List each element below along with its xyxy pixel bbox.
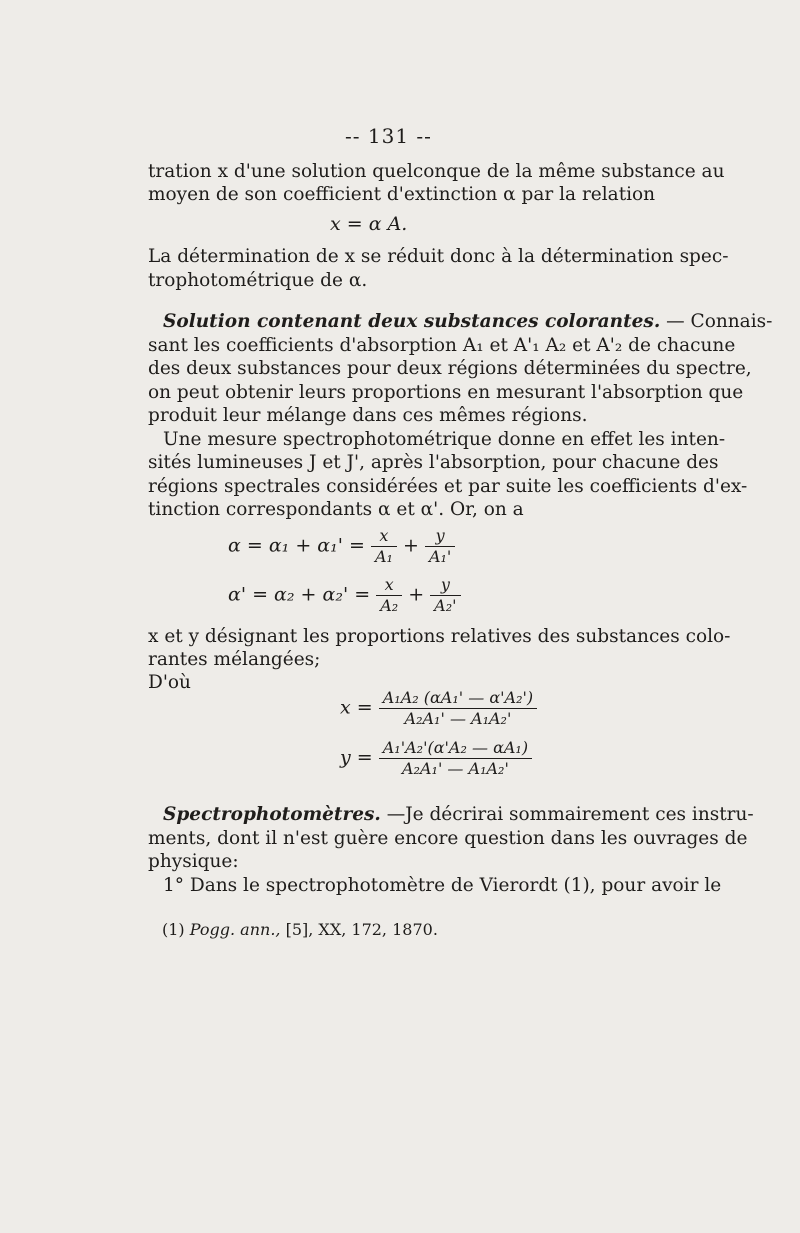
fraction-denominator: A₁': [425, 546, 455, 567]
equation-lhs: α' = α₂ + α₂' =: [228, 583, 371, 606]
equation-alpha-prime: [228, 575, 461, 616]
paragraph-line: [163, 803, 754, 827]
paragraph-line: moyen de son coefficient d'extinction α par la relation: [148, 184, 656, 205]
fraction: [371, 526, 397, 567]
fraction-denominator: A₁: [371, 546, 397, 567]
section-heading: Solution contenant deux substances colorantes.: [163, 311, 661, 332]
fraction-denominator: A₂A₁' — A₁A₂': [379, 758, 532, 779]
fraction-numerator: x: [384, 575, 394, 594]
heading-continuation: —Je décrirai sommairement ces instru-: [380, 804, 754, 825]
fraction-numerator: y: [435, 526, 445, 545]
fraction-numerator: y: [440, 575, 450, 594]
paragraph-line: physique:: [148, 851, 239, 872]
paragraph-line: sant les coefficients d'absorption A₁ et A'₁ A₂ et A'₂ de chacune: [148, 335, 736, 356]
footnote-source: Pogg. ann.,: [189, 920, 281, 939]
paragraph-line: [163, 310, 772, 334]
paragraph-line: régions spectrales considérées et par suite les coefficients d'ex-: [148, 476, 748, 497]
paragraph-line: produit leur mélange dans ces mêmes régions.: [148, 405, 588, 426]
paragraph-line: 1° Dans le spectrophotomètre de Vierordt (1), pour avoir le: [163, 875, 722, 896]
fraction-denominator: A₂A₁' — A₁A₂': [379, 708, 537, 729]
plus-sign: +: [408, 583, 425, 606]
footnote-marker: (1): [162, 920, 185, 939]
paragraph-line: tinction correspondants α et α'. Or, on a: [148, 499, 524, 520]
paragraph-line: sités lumineuses J et J', après l'absorption, pour chacune des: [148, 452, 719, 473]
paragraph-line: rantes mélangées;: [148, 649, 321, 670]
paragraph-line: La détermination de x se réduit donc à la détermination spec-: [148, 246, 729, 267]
paragraph-line: tration x d'une solution quelconque de la même substance au: [148, 161, 725, 182]
section-heading: Spectrophotomètres.: [163, 804, 381, 825]
page-number: -- 131 --: [345, 124, 432, 148]
equation-lhs: x =: [340, 696, 373, 719]
fraction: [379, 738, 532, 779]
fraction: [379, 688, 537, 729]
paragraph-line: Une mesure spectrophotométrique donne en effet les inten-: [163, 429, 726, 450]
equation-alpha: [228, 526, 455, 567]
equation-x-alpha-a: x = α A.: [330, 213, 408, 235]
equation-lhs: y =: [340, 746, 373, 769]
fraction-numerator: A₁'A₂'(α'A₂ — αA₁): [382, 738, 529, 757]
paragraph-line: on peut obtenir leurs proportions en mesurant l'absorption que: [148, 382, 744, 403]
equation-lhs: α = α₁ + α₁' =: [228, 534, 365, 557]
paragraph-line: ments, dont il n'est guère encore question dans les ouvrages de: [148, 828, 748, 849]
fraction-numerator: x: [379, 526, 389, 545]
equation-y-solution: [340, 738, 532, 779]
fraction: [425, 526, 455, 567]
fraction-denominator: A₂: [376, 595, 402, 616]
equation-x-solution: [340, 688, 537, 729]
fraction: [430, 575, 460, 616]
fraction: [376, 575, 402, 616]
paragraph-line: des deux substances pour deux régions déterminées du spectre,: [148, 358, 752, 379]
heading-continuation: — Connais-: [660, 311, 773, 332]
paragraph-line: x et y désignant les proportions relatives des substances colo-: [148, 626, 731, 647]
footnote: [162, 920, 438, 939]
plus-sign: +: [402, 534, 419, 557]
fraction-numerator: A₁A₂ (αA₁' — α'A₂'): [382, 688, 534, 707]
fraction-denominator: A₂': [430, 595, 460, 616]
footnote-reference: [5], XX, 172, 1870.: [285, 920, 438, 939]
paragraph-line: D'où: [148, 672, 191, 693]
paragraph-line: trophotométrique de α.: [148, 270, 368, 291]
